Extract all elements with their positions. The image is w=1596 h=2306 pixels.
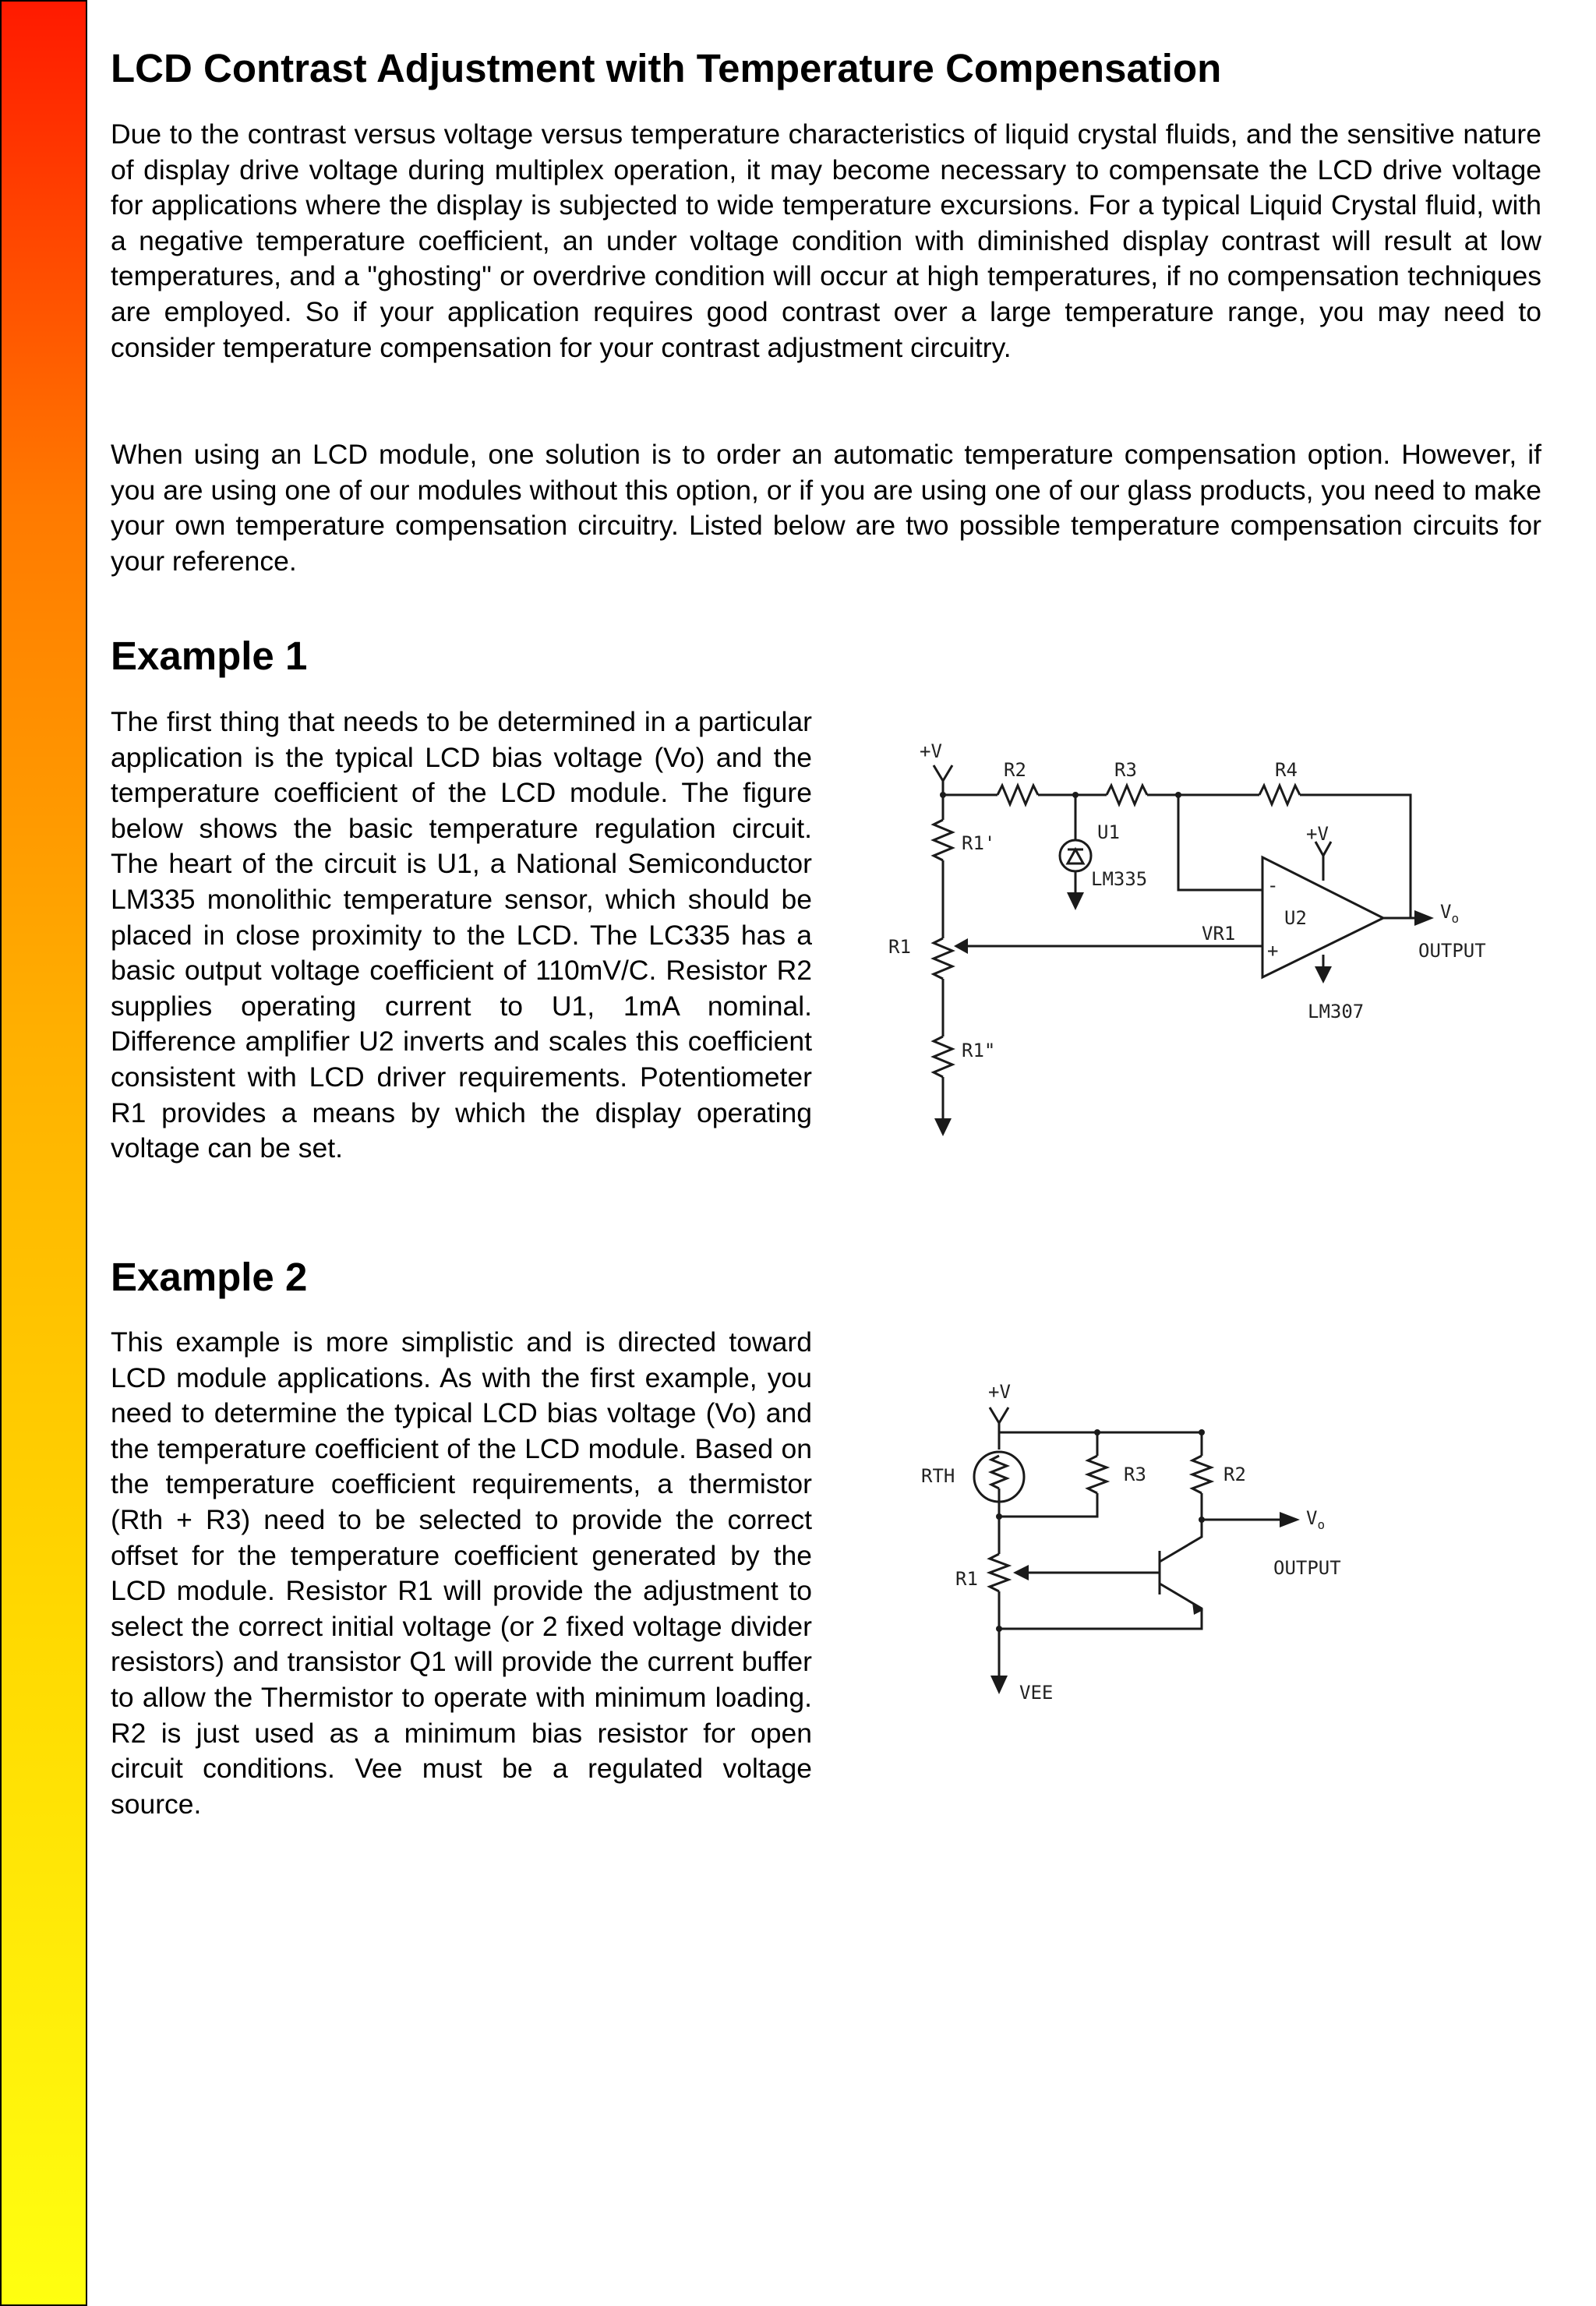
r3-label: R3 <box>1124 1464 1146 1485</box>
u1-label: U1 <box>1097 821 1120 843</box>
example-2-text: This example is more simplistic and is directed toward LCD module applications. As with the first example, you need to determine the typical LCD bias voltage (Vo) and the temperature coefficient of the LCD module. Based on the temperature coefficient requirements, a thermistor (Rth + R3) need to be selected to provide the correct offset for the temperature coefficient generated by the LCD module. Resistor R1 will provide the adjustment to select the correct initial voltage (or 2 fixed voltage divider resistors) and transistor Q1 will provide the current buffer to allow the Thermistor to operate with minimum loading. R2 is just used as a minimum bias resistor for open circuit conditions. Vee must be a regulated voltage source. <box>111 1326 812 1820</box>
r1-label: R1 <box>888 936 911 958</box>
example-2-circuit-diagram <box>904 1364 1496 1722</box>
vo-label: $V_o$ <box>1440 901 1460 926</box>
opamp-supply-label: +V <box>1306 823 1329 845</box>
intro-paragraph-1: Due to the contrast versus voltage versus temperature characteristics of liquid crystal fluids, and the sensitive nature of display drive voltage during multiplex operation, it may become necessary to compensate the LCD drive voltage for applications where the display is subjected to wide temperature excursions. For a typical Liquid Crystal fluid, with a negative temperature coefficient, an under voltage condition with diminished display contrast will result at low temperatures, and a "ghosting" or overdrive condition will occur at high temperatures, if no compensation techniques are employed. So if your application requires good contrast over a large temperature range, you may need to consider temperature compensation for your contrast adjustment circuitry. <box>111 118 1541 363</box>
example-2-heading: Example 2 <box>111 1255 308 1299</box>
r2-label: R2 <box>1223 1464 1246 1485</box>
opamp-minus-label: - <box>1267 874 1279 896</box>
vo-label: $V_o$ <box>1306 1507 1326 1532</box>
example-1-text: The first thing that needs to be determined in a particular application is the typical LCD bias voltage (Vo) and the temperature coefficient of the LCD module. The figure below shows the basic temperature regulation circuit. The heart of the circuit is U1, a National Semiconductor LM335 monolithic temperature sensor, which should be placed in close proximity to the LCD. The LC335 has a basic output voltage coefficient of 110mV/C. Resistor R2 supplies operating current to U1, 1mA nominal. Difference amplifier U2 inverts and scales this coefficient consistent with LCD driver requirements. Potentiometer R1 provides a means by which the display operating voltage can be set. <box>111 706 812 1164</box>
r1-label: R1 <box>955 1568 978 1590</box>
r3-label: R3 <box>1114 759 1137 781</box>
r1-top-label: R1' <box>962 832 996 854</box>
vr1-label: VR1 <box>1202 923 1236 945</box>
example-1-circuit-diagram <box>873 725 1527 1161</box>
page-title: LCD Contrast Adjustment with Temperature Compensation <box>111 46 1222 90</box>
vee-label: VEE <box>1019 1682 1054 1704</box>
u2-label: U2 <box>1284 907 1307 929</box>
r4-label: R4 <box>1275 759 1298 781</box>
output-label: OUTPUT <box>1418 940 1486 962</box>
intro-paragraph-2: When using an LCD module, one solution is to order an automatic temperature compensation option. However, if you are using one of our modules without this option, or if you are using one of our glass products, you need to make your own temperature compensation circuitry. Listed below are two possible temperature compensation circuits for your reference. <box>111 439 1541 577</box>
lm335-label: LM335 <box>1091 868 1148 890</box>
decorative-gradient-bar <box>0 0 87 2306</box>
supply-label: +V <box>988 1381 1011 1403</box>
output-label: OUTPUT <box>1273 1557 1341 1579</box>
rth-label: RTH <box>921 1465 955 1487</box>
lm307-label: LM307 <box>1308 1001 1365 1022</box>
supply-label: +V <box>920 740 942 762</box>
example-1-heading: Example 1 <box>111 634 308 678</box>
r1-bottom-label: R1" <box>962 1040 996 1061</box>
r2-label: R2 <box>1004 759 1026 781</box>
opamp-plus-label: + <box>1267 940 1279 962</box>
